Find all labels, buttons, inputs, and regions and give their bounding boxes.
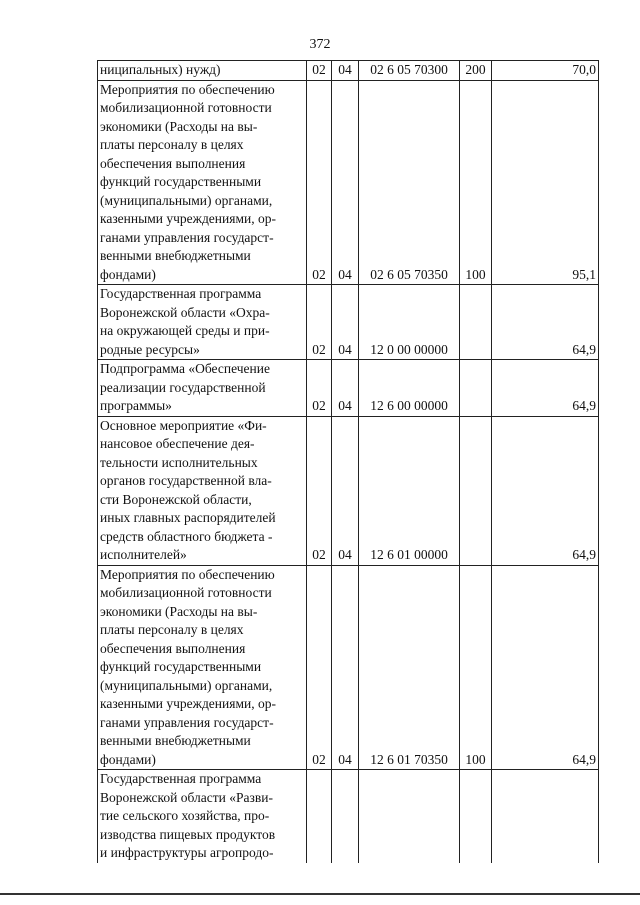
row-name-cell: Мероприятия по обеспечению мобилизационной готовности экономики (Расходы на вы- платы персоналу в целях обеспечения выполнения функций государственными (муниципальными) органами, казенными учреждениями, ор- ганами управления государст- венными внебюджетными фондами) <box>98 565 307 770</box>
bottom-scan-border <box>0 893 640 895</box>
row-name-cell: Подпрограмма «Обеспечение реализации государственной программы» <box>98 360 307 417</box>
amount-cell <box>492 770 599 864</box>
table-row <box>98 80 599 285</box>
amount-cell: 70,0 <box>492 61 599 81</box>
subsection-code-cell: 04 <box>332 285 359 360</box>
table-row <box>98 416 599 565</box>
budget-table <box>97 60 599 863</box>
subsection-code-cell: 04 <box>332 565 359 770</box>
subsection-code-cell <box>332 770 359 864</box>
expense-type-cell <box>460 770 492 864</box>
page-number: 372 <box>309 37 331 52</box>
expense-type-cell <box>460 285 492 360</box>
amount-cell: 95,1 <box>492 80 599 285</box>
subsection-code-cell: 04 <box>332 360 359 417</box>
subsection-code-cell: 04 <box>332 80 359 285</box>
target-article-cell: 12 0 00 00000 <box>359 285 460 360</box>
subsection-code-cell: 04 <box>332 61 359 81</box>
table-row <box>98 770 599 864</box>
amount-cell: 64,9 <box>492 416 599 565</box>
target-article-cell: 02 6 05 70350 <box>359 80 460 285</box>
amount-cell: 64,9 <box>492 360 599 417</box>
row-name-cell: ниципальных) нужд) <box>98 61 307 81</box>
section-code-cell <box>307 770 332 864</box>
target-article-cell: 12 6 01 00000 <box>359 416 460 565</box>
target-article-cell <box>359 770 460 864</box>
subsection-code-cell: 04 <box>332 416 359 565</box>
expense-type-cell <box>460 416 492 565</box>
amount-cell: 64,9 <box>492 565 599 770</box>
row-name-cell: Государственная программа Воронежской области «Охра- на окружающей среды и при- родные ресурсы» <box>98 285 307 360</box>
target-article-cell: 12 6 00 00000 <box>359 360 460 417</box>
target-article-cell: 12 6 01 70350 <box>359 565 460 770</box>
section-code-cell: 02 <box>307 416 332 565</box>
expense-type-cell: 200 <box>460 61 492 81</box>
table-row <box>98 360 599 417</box>
section-code-cell: 02 <box>307 360 332 417</box>
section-code-cell: 02 <box>307 80 332 285</box>
amount-cell: 64,9 <box>492 285 599 360</box>
expense-type-cell: 100 <box>460 565 492 770</box>
table-row <box>98 565 599 770</box>
row-name-cell: Основное мероприятие «Фи- нансовое обеспечение дея- тельности исполнительных органов государственной вла- сти Воронежской области, иных главных распорядителей средств областного бюджета - исполнителей» <box>98 416 307 565</box>
table-row <box>98 61 599 81</box>
section-code-cell: 02 <box>307 565 332 770</box>
table-row <box>98 285 599 360</box>
target-article-cell: 02 6 05 70300 <box>359 61 460 81</box>
section-code-cell: 02 <box>307 61 332 81</box>
row-name-cell: Мероприятия по обеспечению мобилизационной готовности экономики (Расходы на вы- платы персоналу в целях обеспечения выполнения функций государственными (муниципальными) органами, казенными учреждениями, ор- ганами управления государст- венными внебюджетными фондами) <box>98 80 307 285</box>
section-code-cell: 02 <box>307 285 332 360</box>
row-name-cell: Государственная программа Воронежской области «Разви- тие сельского хозяйства, про- изводства пищевых продуктов и инфраструктуры агропродо- <box>98 770 307 864</box>
expense-type-cell: 100 <box>460 80 492 285</box>
expense-type-cell <box>460 360 492 417</box>
